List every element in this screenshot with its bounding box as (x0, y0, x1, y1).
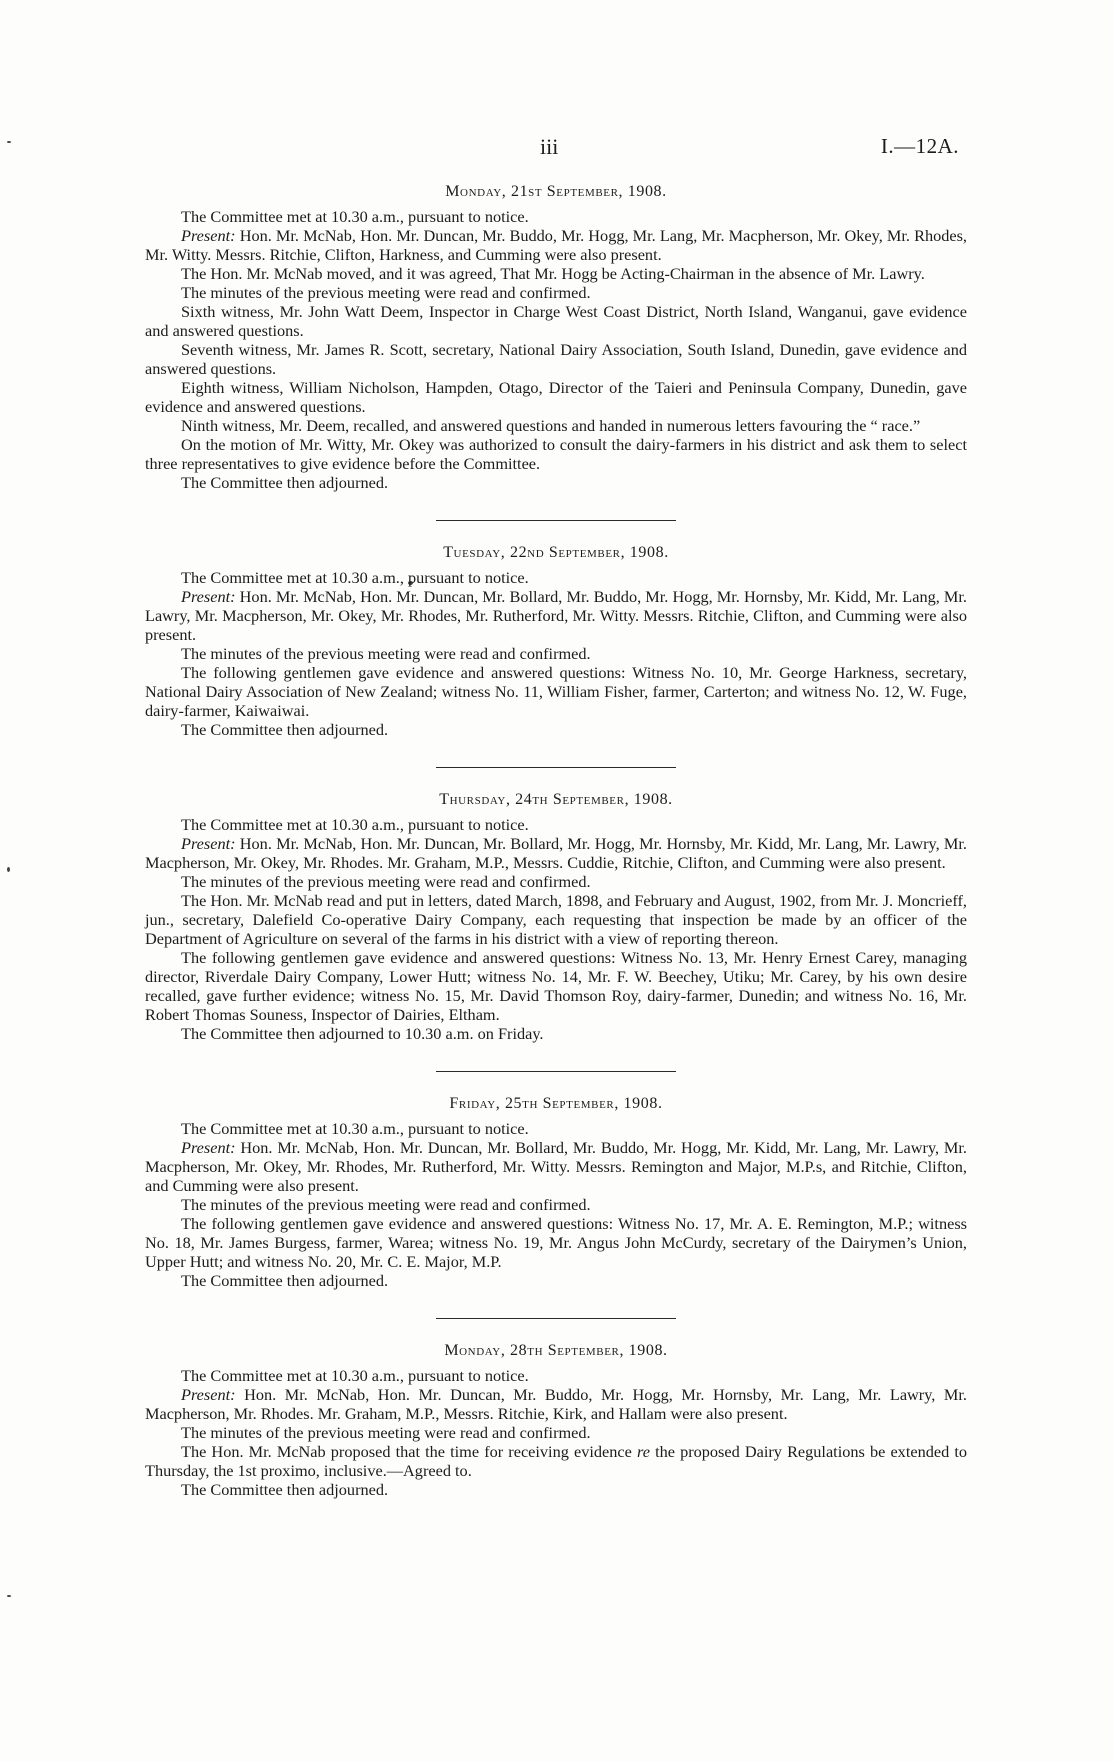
meeting-date: Monday, 21st September, 1908. (445, 183, 667, 200)
present-label: Present: (181, 834, 236, 853)
paragraph: The minutes of the previous meeting were read and confirmed. (181, 1423, 591, 1442)
paragraph: The following gentlemen gave evidence and answered questions: Witness No. 13, Mr. Henry Ernest Carey, managing director, Riverdale Dairy Company, Lower Hutt; witness No. 14, Mr. F. W. Beechey, Utiku; Mr. Carey, by his own desire recalled, gave further evidence; witness No. 15, Mr. David Thomson Roy, dairy-farmer, Dunedin; and witness No. 16, Mr. Robert Thomas Souness, Inspector of Dairies, Eltham. (145, 948, 967, 1024)
section-divider (436, 767, 676, 768)
paragraph: The minutes of the previous meeting were read and confirmed. (181, 283, 591, 302)
meeting-date: Monday, 28th September, 1908. (444, 1342, 668, 1359)
paragraph: The Committee met at 10.30 a.m., pursuant to notice. (181, 1119, 529, 1138)
paragraph: Eighth witness, William Nicholson, Hampden, Otago, Director of the Taieri and Peninsula Company, Dunedin, gave evidence and answered questions. (145, 378, 967, 416)
meeting-section (145, 182, 967, 492)
scan-speck (7, 867, 10, 872)
paragraph: The Hon. Mr. McNab moved, and it was agreed, That Mr. Hogg be Acting-Chairman in the absence of Mr. Lawry. (181, 264, 925, 283)
paragraph: The minutes of the previous meeting were read and confirmed. (181, 644, 591, 663)
section-divider (436, 520, 676, 521)
present-label: Present: (181, 587, 236, 606)
re-term: re (636, 1442, 650, 1461)
paragraph: The Committee met at 10.30 a.m., pursuant to notice. (181, 568, 529, 587)
paragraph: Ninth witness, Mr. Deem, recalled, and answered questions and handed in numerous letters favouring the “ race.” (181, 416, 921, 435)
attendance-list: Hon. Mr. McNab, Hon. Mr. Duncan, Mr. Buddo, Mr. Hogg, Mr. Hornsby, Mr. Lang, Mr. Lawry, Mr. Macpherson, Mr. Rhodes. Mr. Graham, M.P., Messrs. Ritchie, Kirk, and Hallam were also present. (145, 1385, 967, 1423)
present-label: Present: (181, 1138, 236, 1157)
paragraph: The minutes of the previous meeting were read and confirmed. (181, 1195, 591, 1214)
meeting-section (145, 1094, 967, 1290)
paragraph: On the motion of Mr. Witty, Mr. Okey was authorized to consult the dairy-farmers in his district and ask them to select three representatives to give evidence before the Committee. (145, 435, 967, 473)
paragraph: The following gentlemen gave evidence and answered questions: Witness No. 17, Mr. A. E. Remington, M.P.; witness No. 18, Mr. James Burgess, farmer, Warea; witness No. 19, Mr. Angus John McCurdy, secretary of the Dairymen’s Union, Upper Hutt; and witness No. 20, Mr. C. E. Major, M.P. (145, 1214, 967, 1271)
page-number: iii (540, 134, 559, 159)
paragraph: The Committee then adjourned to 10.30 a.m. on Friday. (181, 1024, 544, 1043)
meeting-section (145, 543, 967, 739)
section-divider (436, 1318, 676, 1319)
paragraph: The Committee met at 10.30 a.m., pursuant to notice. (181, 207, 529, 226)
paragraph (145, 1442, 967, 1480)
scan-speck (7, 1595, 11, 1597)
proposal-text-continued: the proposed Dairy Regulations be extended to Thursday, the 1st proximo, inclusive.—Agreed to. (145, 1442, 967, 1480)
paragraph: The Committee then adjourned. (181, 1480, 389, 1499)
meeting-section (145, 1341, 967, 1499)
attendance-list: Hon. Mr. McNab, Hon. Mr. Duncan, Mr. Bollard, Mr. Buddo, Mr. Hogg, Mr. Kidd, Mr. Lang, Mr. Lawry, Mr. Macpherson, Mr. Okey, Mr. Rhodes, Mr. Rutherford, Mr. Witty. Messrs. Remington and Major, M.P.s, and Ritchie, Clifton, and Cumming were also present. (145, 1138, 967, 1195)
document-body (145, 182, 967, 1499)
meeting-date: Thursday, 24th September, 1908. (439, 791, 673, 808)
attendance-list: Hon. Mr. McNab, Hon. Mr. Duncan, Mr. Buddo, Mr. Hogg, Mr. Lang, Mr. Macpherson, Mr. Okey, Mr. Rhodes, Mr. Witty. Messrs. Ritchie, Clifton, Harkness, and Cumming were also present. (145, 226, 968, 264)
paragraph: The Committee then adjourned. (181, 1271, 389, 1290)
paragraph: The Hon. Mr. McNab read and put in letters, dated March, 1898, and February and August, 1902, from Mr. J. Moncrieff, jun., secretary, Dalefield Co-operative Dairy Company, each requesting that inspection be made by an officer of the Department of Agriculture on several of the farms in his district with a view of reporting thereon. (145, 891, 967, 948)
present-label: Present: (181, 1385, 236, 1404)
paragraph: The Committee then adjourned. (181, 473, 389, 492)
attendance-paragraph (145, 1138, 967, 1195)
section-divider (436, 1071, 676, 1072)
paragraph: The Committee met at 10.30 a.m., pursuant to notice. (181, 1366, 529, 1385)
paragraph: The minutes of the previous meeting were read and confirmed. (181, 872, 591, 891)
present-label: Present: (181, 226, 236, 245)
document-reference: I.—12A. (880, 134, 959, 158)
paragraph: Sixth witness, Mr. John Watt Deem, Inspector in Charge West Coast District, North Island, Wanganui, gave evidence and answered questions. (145, 302, 967, 340)
attendance-list: Hon. Mr. McNab, Hon. Mr. Duncan, Mr. Bollard, Mr. Hogg, Mr. Hornsby, Mr. Kidd, Mr. Lang, Mr. Lawry, Mr. Macpherson, Mr. Okey, Mr. Rhodes. Mr. Graham, M.P., Messrs. Cuddie, Ritchie, Clifton, and Cumming were also present. (145, 834, 967, 872)
meeting-date: Tuesday, 22nd September, 1908. (443, 544, 669, 561)
paragraph: Seventh witness, Mr. James R. Scott, secretary, National Dairy Association, South Island, Dunedin, gave evidence and answered questions. (145, 340, 967, 378)
attendance-list: Hon. Mr. McNab, Hon. Mr. Duncan, Mr. Bollard, Mr. Buddo, Mr. Hogg, Mr. Hornsby, Mr. Kidd, Mr. Lang, Mr. Lawry, Mr. Macpherson, Mr. Okey, Mr. Rhodes, Mr. Rutherford, Mr. Witty. Messrs. Ritchie, Clifton, and Cumming were also present. (145, 587, 967, 644)
attendance-paragraph (145, 834, 967, 872)
attendance-paragraph (145, 1385, 967, 1423)
meeting-date: Friday, 25th September, 1908. (449, 1095, 663, 1112)
paragraph: The Committee met at 10.30 a.m., pursuant to notice. (181, 815, 529, 834)
paragraph: The following gentlemen gave evidence and answered questions: Witness No. 10, Mr. George Harkness, secretary, National Dairy Association of New Zealand; witness No. 11, William Fisher, farmer, Carterton; and witness No. 12, W. Fuge, dairy-farmer, Kaiwaiwai. (145, 663, 967, 720)
proposal-text: The Hon. Mr. McNab proposed that the time for receiving evidence (181, 1442, 632, 1461)
attendance-paragraph (145, 587, 967, 644)
meeting-section (145, 790, 967, 1043)
paragraph: The Committee then adjourned. (181, 720, 389, 739)
attendance-paragraph (145, 226, 967, 264)
page-header (0, 134, 1114, 164)
